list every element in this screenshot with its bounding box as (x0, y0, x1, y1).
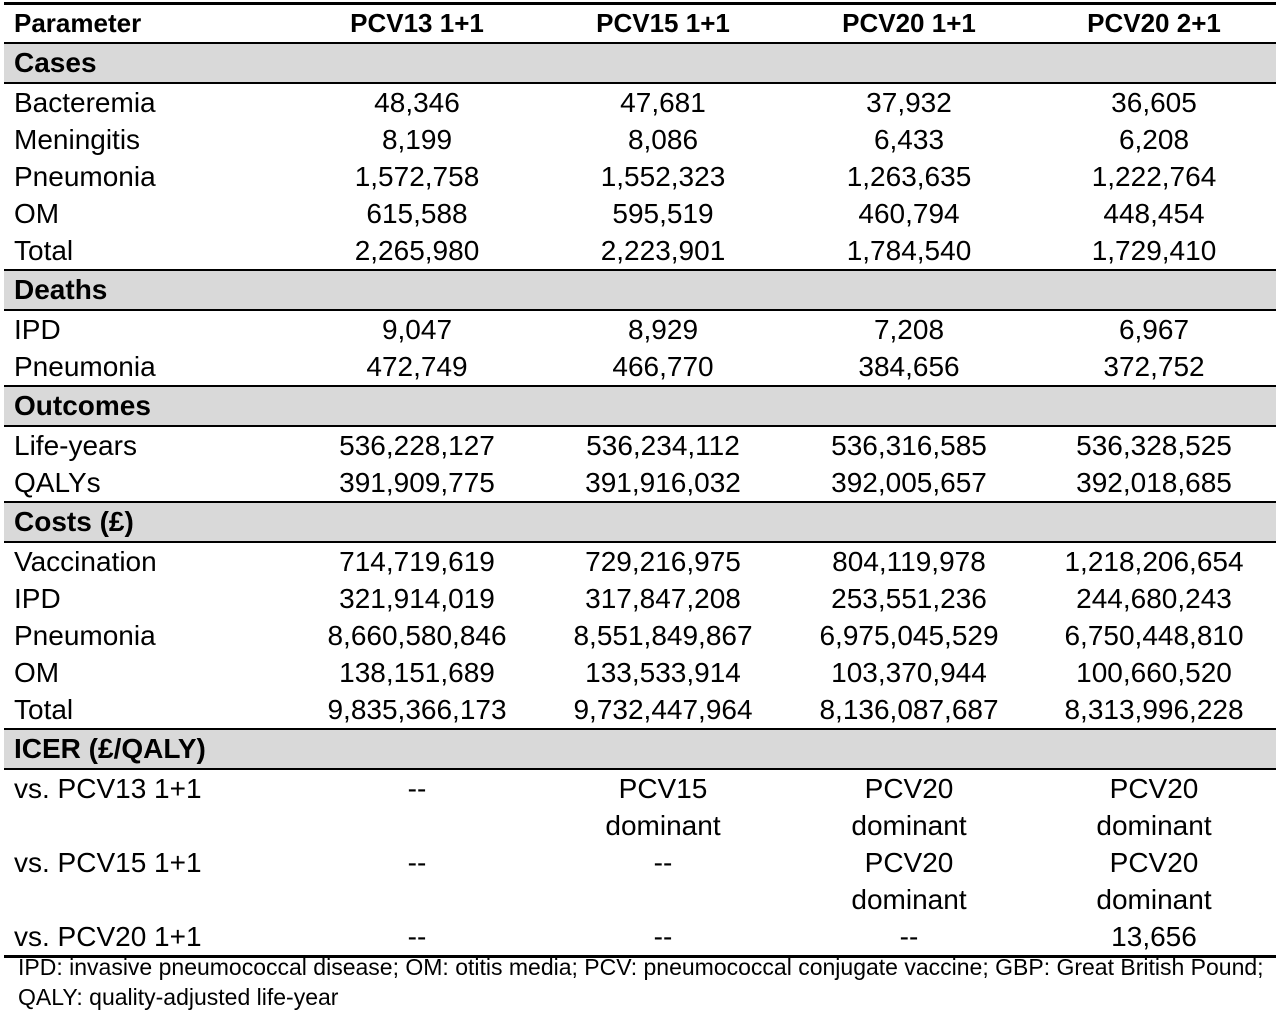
table-cell: 6,208 (1118, 124, 1190, 155)
table-cell: 1,222,764 (1091, 161, 1217, 192)
table-cell: 2,223,901 (600, 235, 726, 266)
row-label: Pneumonia (14, 161, 156, 192)
table-row (4, 542, 1276, 580)
table-row (4, 580, 1276, 617)
row-label: Total (14, 235, 74, 266)
table-row (4, 691, 1276, 729)
table-cell: -- (653, 847, 673, 878)
table-cell: 714,719,619 (339, 546, 495, 577)
table-cell: 6,750,448,810 (1064, 620, 1244, 651)
row-label: Pneumonia (14, 351, 156, 382)
table-cell: 47,681 (620, 87, 706, 118)
table-cell: 448,454 (1103, 198, 1205, 229)
table-cell: 8,551,849,867 (573, 620, 753, 651)
table-row (4, 918, 1276, 957)
table-row (4, 654, 1276, 691)
table-cell: 615,588 (366, 198, 468, 229)
row-label: OM (14, 198, 60, 229)
table-cell: -- (540, 918, 786, 957)
table-cell: 7,208 (873, 314, 945, 345)
table-cell: 8,660,580,846 (327, 620, 507, 651)
table-cell: 372,752 (1103, 351, 1205, 382)
table-cell: 37,932 (866, 87, 952, 118)
table-cell: 48,346 (374, 87, 460, 118)
table-row (4, 310, 1276, 348)
row-label: vs. PCV15 1+1 (14, 847, 202, 878)
header-row (4, 4, 1276, 43)
results-table-container (4, 4, 1276, 958)
row-label: Vaccination (14, 546, 157, 577)
column-header-pcv15-1p1: PCV15 1+1 (540, 4, 786, 43)
table-cell: 391,909,775 (339, 467, 495, 498)
column-header-parameter: Parameter (4, 4, 294, 43)
table-cell: 460,794 (858, 198, 960, 229)
section-title: ICER (£/QALY) (4, 729, 1276, 769)
row-label: OM (14, 657, 60, 688)
table-cell: 595,519 (612, 198, 714, 229)
table-cell: 536,228,127 (339, 430, 495, 461)
section-header-row (4, 729, 1276, 769)
table-cell: -- (294, 918, 540, 957)
row-label: IPD (14, 314, 61, 345)
table-cell: 1,263,635 (846, 161, 972, 192)
table-cell: 36,605 (1111, 87, 1197, 118)
column-header-pcv20-1p1: PCV20 1+1 (786, 4, 1032, 43)
table-row (4, 769, 1276, 844)
section-header-row (4, 43, 1276, 83)
table-cell: 13,656 (1032, 918, 1276, 957)
column-header-pcv20-2p1: PCV20 2+1 (1032, 4, 1276, 43)
table-cell: 729,216,975 (585, 546, 741, 577)
table-row (4, 83, 1276, 121)
row-label: Life-years (14, 430, 137, 461)
section-title: Costs (£) (4, 502, 1276, 542)
table-cell: 391,916,032 (585, 467, 741, 498)
table-cell: 244,680,243 (1076, 583, 1232, 614)
row-label: Pneumonia (14, 620, 156, 651)
table-row (4, 617, 1276, 654)
table-cell: 1,572,758 (354, 161, 480, 192)
table-cell: 392,018,685 (1076, 467, 1232, 498)
table-cell: 103,370,944 (831, 657, 987, 688)
table-cell: 804,119,978 (832, 546, 986, 577)
table-cell: 392,005,657 (831, 467, 987, 498)
table-row (4, 232, 1276, 270)
table-cell: 472,749 (366, 351, 468, 382)
table-cell: 9,835,366,173 (327, 694, 507, 725)
table-cell: PCV20 dominant (1096, 773, 1212, 841)
table-cell: 6,967 (1118, 314, 1190, 345)
table-cell: 8,929 (627, 314, 699, 345)
table-cell: -- (407, 847, 427, 878)
table-cell: 138,151,689 (339, 657, 495, 688)
table-row (4, 426, 1276, 464)
table-cell: 466,770 (612, 351, 714, 382)
table-cell: 321,914,019 (339, 583, 495, 614)
table-body (4, 43, 1276, 957)
table-cell: PCV20 dominant (1096, 847, 1212, 915)
table-cell: 133,533,914 (585, 657, 741, 688)
table-row (4, 195, 1276, 232)
table-cell: 6,433 (873, 124, 945, 155)
column-header-pcv13-1p1: PCV13 1+1 (294, 4, 540, 43)
table-cell: 100,660,520 (1076, 657, 1232, 688)
section-title: Cases (4, 43, 1276, 83)
table-row (4, 464, 1276, 502)
table-cell: 536,316,585 (831, 430, 987, 461)
table-cell: 536,328,525 (1076, 430, 1232, 461)
table-cell: -- (786, 918, 1032, 957)
row-label: IPD (14, 583, 61, 614)
table-cell: 8,199 (381, 124, 453, 155)
results-table (4, 4, 1276, 958)
table-cell: -- (407, 773, 427, 804)
table-cell: 9,047 (381, 314, 453, 345)
row-label: Meningitis (14, 124, 141, 155)
section-header-row (4, 386, 1276, 426)
table-cell: 1,552,323 (600, 161, 726, 192)
table-cell: 8,136,087,687 (819, 694, 999, 725)
table-cell: 2,265,980 (354, 235, 480, 266)
row-label: Total (14, 694, 74, 725)
row-label: Bacteremia (14, 87, 156, 118)
table-cell: PCV20 dominant (851, 847, 967, 915)
row-label: QALYs (14, 467, 101, 498)
section-title: Deaths (4, 270, 1276, 310)
table-cell: 6,975,045,529 (819, 620, 999, 651)
section-header-row (4, 502, 1276, 542)
table-cell: 384,656 (858, 351, 960, 382)
table-cell: 8,313,996,228 (1064, 694, 1244, 725)
table-cell: 1,784,540 (846, 235, 972, 266)
table-cell: PCV20 dominant (851, 773, 967, 841)
table-cell: 253,551,236 (831, 583, 987, 614)
table-row (4, 158, 1276, 195)
table-row (4, 844, 1276, 918)
table-cell: 8,086 (627, 124, 699, 155)
table-row (4, 348, 1276, 386)
section-title: Outcomes (4, 386, 1276, 426)
table-cell: 9,732,447,964 (573, 694, 753, 725)
table-row (4, 121, 1276, 158)
table-cell: 317,847,208 (585, 583, 741, 614)
table-cell: 1,729,410 (1091, 235, 1217, 266)
section-header-row (4, 270, 1276, 310)
row-label: vs. PCV20 1+1 (4, 918, 294, 957)
row-label: vs. PCV13 1+1 (14, 773, 202, 804)
table-cell: 536,234,112 (586, 430, 740, 461)
table-footnote: IPD: invasive pneumococcal disease; OM: otitis media; PCV: pneumococcal conjugate vaccine; GBP: Great British Pound; QALY: quality-adjusted life-year (18, 954, 1264, 1010)
table-header (4, 4, 1276, 43)
table-cell: PCV15 dominant (605, 773, 721, 841)
table-cell: 1,218,206,654 (1064, 546, 1244, 577)
